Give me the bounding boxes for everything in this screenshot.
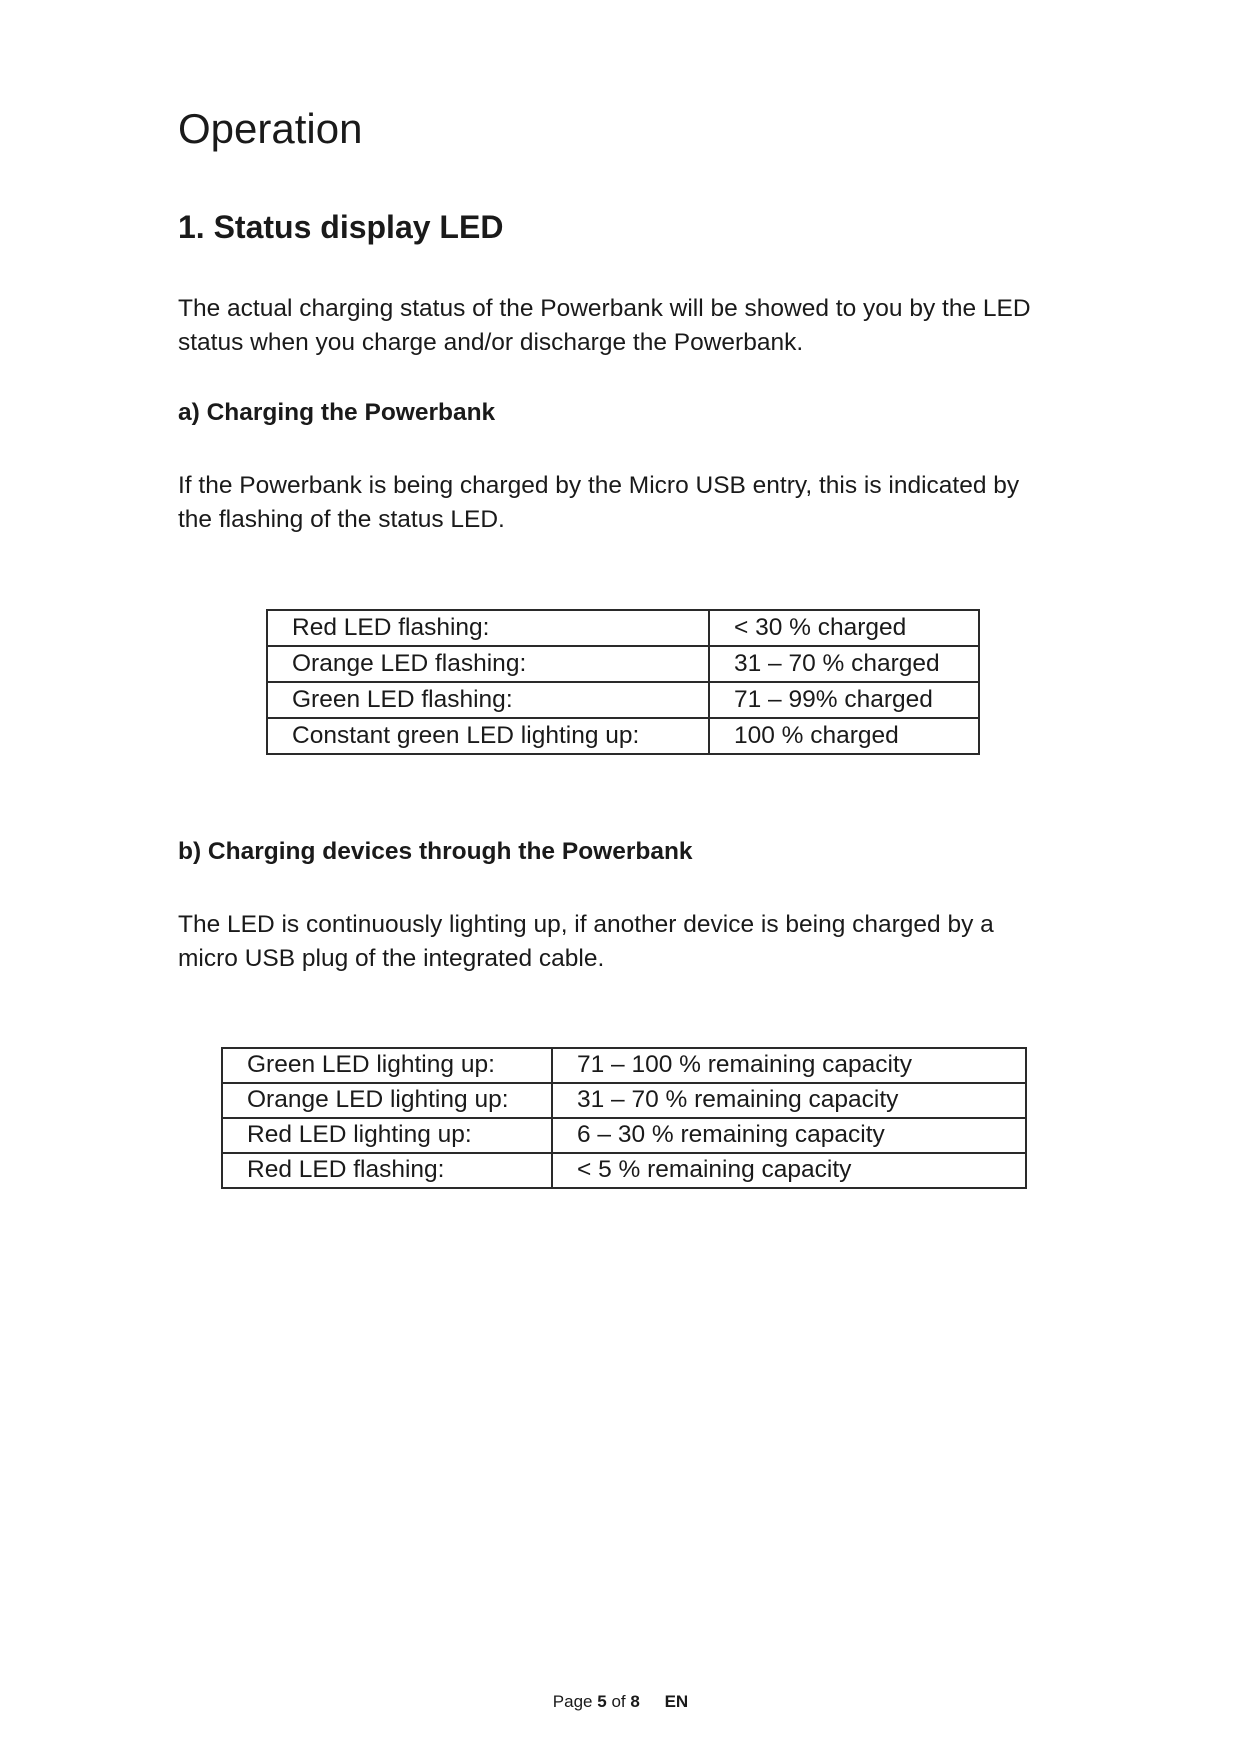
table-row: [222, 1048, 1026, 1083]
status-cell: 31 – 70 % remaining capacity: [552, 1083, 1026, 1118]
table-row: [267, 718, 979, 754]
led-cell: Constant green LED lighting up:: [267, 718, 709, 754]
page-label: Page: [552, 1692, 593, 1711]
table-row: [267, 682, 979, 718]
status-cell: 6 – 30 % remaining capacity: [552, 1118, 1026, 1153]
page-title: Operation: [178, 105, 363, 152]
table-row: [222, 1118, 1026, 1153]
current-page-number: 5: [597, 1692, 607, 1711]
status-cell: 71 – 99% charged: [709, 682, 979, 718]
status-cell: 100 % charged: [709, 718, 979, 754]
intro-paragraph: The actual charging status of the Powerbank will be showed to you by the LED status when you charge and/or discharge the Powerbank.: [178, 295, 1031, 356]
language-code: EN: [664, 1692, 689, 1711]
led-cell: Orange LED lighting up:: [222, 1083, 552, 1118]
subsection-b-paragraph: The LED is continuously lighting up, if another device is being charged by a micro USB plug of the integrated cable.: [178, 911, 994, 972]
led-cell: Green LED lighting up:: [222, 1048, 552, 1083]
of-label: of: [611, 1692, 626, 1711]
section-heading: 1. Status display LED: [178, 209, 504, 245]
charging-status-table: [266, 609, 980, 755]
subsection-a-heading: a) Charging the Powerbank: [178, 399, 496, 426]
led-cell: Red LED lighting up:: [222, 1118, 552, 1153]
table-row: [267, 646, 979, 682]
page-footer: [0, 1692, 1241, 1712]
led-cell: Green LED flashing:: [267, 682, 709, 718]
led-cell: Orange LED flashing:: [267, 646, 709, 682]
status-cell: < 5 % remaining capacity: [552, 1153, 1026, 1188]
led-cell: Red LED flashing:: [222, 1153, 552, 1188]
table-row: [267, 610, 979, 646]
table-row: [222, 1083, 1026, 1118]
status-cell: < 30 % charged: [709, 610, 979, 646]
remaining-capacity-table: [221, 1047, 1027, 1189]
subsection-a-paragraph: If the Powerbank is being charged by the Micro USB entry, this is indicated by the flashing of the status LED.: [178, 472, 1020, 533]
subsection-b-heading: b) Charging devices through the Powerbank: [178, 838, 693, 865]
led-cell: Red LED flashing:: [267, 610, 709, 646]
status-cell: 31 – 70 % charged: [709, 646, 979, 682]
table-row: [222, 1153, 1026, 1188]
total-pages-number: 8: [630, 1692, 640, 1711]
status-cell: 71 – 100 % remaining capacity: [552, 1048, 1026, 1083]
